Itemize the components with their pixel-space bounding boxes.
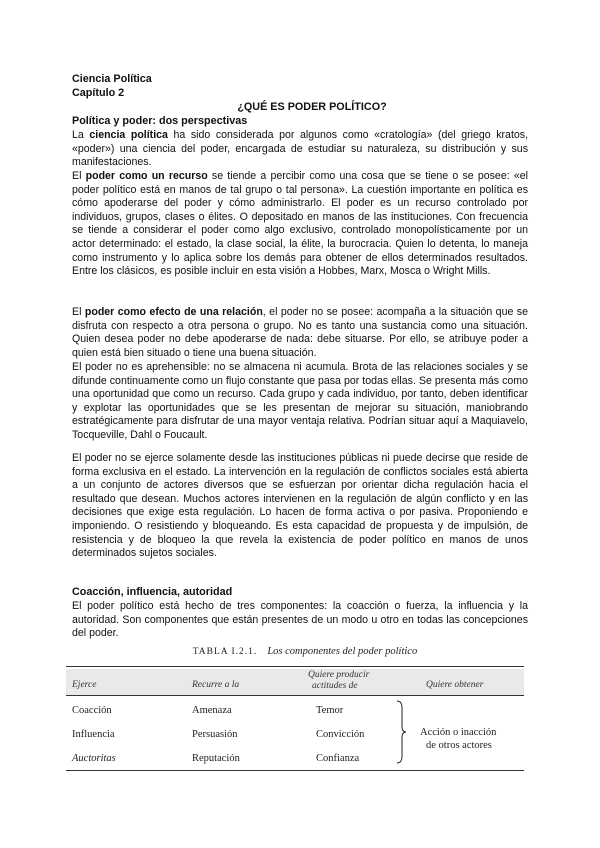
course-title: Ciencia Política (72, 73, 152, 85)
header-actitudes: actitudes de (312, 681, 358, 691)
cell-ejerce-1: Influencia (72, 729, 115, 740)
cell-actitud-1: Convicción (316, 729, 365, 740)
text-run: se tiende a percibir como una cosa que se tiene o se posee: «el poder político está en manos de tal grupo o tal persona». La cuestión importante en política es cómo apoderarse del poder y cómo administrarlo. El poder es un recurso controlado por individuos, grupos, clases o élites. O depositado en manos de las instituciones. Con frecuencia se tiende a considerar el poder como algo exclusivo, controlado monopolísticamente por un actor determinado: el estado, la clase social, la élite, la burocracia. Quien lo detenta, lo maneja como instrumento y lo aplica sobre los demás para obtener de ellos determinados resultados. Entre los clásicos, es posible incluir en esta visión a Hobbes, Marx, Mosca o Wright Mills. (72, 170, 528, 278)
table-header-rule (66, 695, 524, 696)
paragraph-poder-aprehensible: El poder no es aprehensible: no se almacena ni acumula. Brota de las relaciones sociales y se difunde continuamente como un flujo constante que pasa por todas ellas. Se presenta más como una oportunidad que como un recurso. Cada grupo y cada individuo, por tanto, deben identificar y explotar las oportunidades que se les presentan de mejorar su situación, maniobrando estratégicamente para disfrutar de una mayor ventaja relativa. Podrían situar aquí a Maquiavelo, Tocqueville, Dahl o Foucault. (72, 361, 528, 441)
header-quiere-obtener: Quiere obtener (426, 680, 484, 690)
table-caption (0, 645, 600, 660)
header-ejerce: Ejerce (72, 680, 97, 690)
components-table (66, 666, 524, 772)
cell-actitud-2: Confianza (316, 753, 360, 764)
text-run: La (72, 129, 90, 141)
cell-obtener-line2: de otros actores (426, 740, 492, 751)
paragraph-poder-instituciones: El poder no se ejerce solamente desde las instituciones públicas ni puede decirse que reside de forma exclusiva en el estado. La intervención en la regulación de conflictos sociales está abierta a un conjunto de actores diversos que se esfuerzan por orientar dicha regulación hacia el resultado que desean. Muchos actores intervienen en la regulación de algún conflicto y en las decisiones que exige esta regulación. Lo hacen de forma activa o por pasiva. Proponiendo e imponiendo. O resistiendo y bloqueando. Es esta capacidad de propuesta y de impulsión, de resistencia y de bloqueo la que revela la existencia de poder político en manos de unos determinados sujetos sociales. (72, 452, 528, 560)
paragraph-poder-recurso (72, 170, 528, 279)
text-run: , el poder no se posee: acompaña a la situación que se disfruta con respecto a otra persona o grupo. No es tanto una sustancia como una situación. Quien desea poder no debe apoderarse de nada: debe situarse. Por ello, se atribuye poder a quien está bien situado o tiene una buena situación. (72, 306, 528, 359)
cell-recurso-0: Amenaza (192, 705, 232, 716)
right-brace-icon (396, 700, 406, 764)
cell-actitud-0: Temor (316, 705, 344, 716)
text-run: ha sido considerada por algunos como «cratología» (del griego kratos, «poder») una ciencia del poder, encargada de estudiar su naturaleza, su distribución y sus manifestaciones. (72, 129, 529, 169)
cell-obtener-line1: Acción o inacción (420, 727, 497, 738)
table-label: TABLA I.2.1. (192, 647, 258, 657)
section-heading-coaccion: Coacción, influencia, autoridad (72, 586, 233, 598)
table-title: Los componentes del poder político (267, 646, 418, 657)
page-title: ¿QUÉ ES PODER POLÍTICO? (237, 101, 387, 113)
cell-ejerce-0: Coacción (72, 705, 112, 716)
cell-ejerce-2: Auctoritas (72, 753, 116, 764)
section-heading-perspectives: Política y poder: dos perspectivas (72, 115, 248, 127)
paragraph-componentes: El poder político está hecho de tres componentes: la coacción o fuerza, la influencia y la autoridad. Son componentes que están presentes de un modo u otro en todas las concepciones del poder. (72, 600, 528, 640)
paragraph-ciencia-politica (72, 129, 528, 170)
bold-term: poder como efecto de una relación (84, 306, 263, 318)
paragraph-poder-relacion (72, 306, 528, 360)
header-quiere-producir: Quiere producir (308, 670, 370, 680)
bold-term: ciencia política (89, 129, 168, 141)
cell-recurso-1: Persuasión (192, 729, 238, 740)
chapter-label: Capítulo 2 (72, 87, 125, 99)
text-run: El (72, 306, 85, 318)
header-recurso: Recurre a la (192, 680, 240, 690)
text-run: El (72, 170, 86, 182)
table-top-rule (66, 666, 524, 667)
cell-recurso-2: Reputación (192, 753, 240, 764)
table-bottom-rule (66, 770, 524, 771)
bold-term: poder como un recurso (85, 170, 208, 182)
